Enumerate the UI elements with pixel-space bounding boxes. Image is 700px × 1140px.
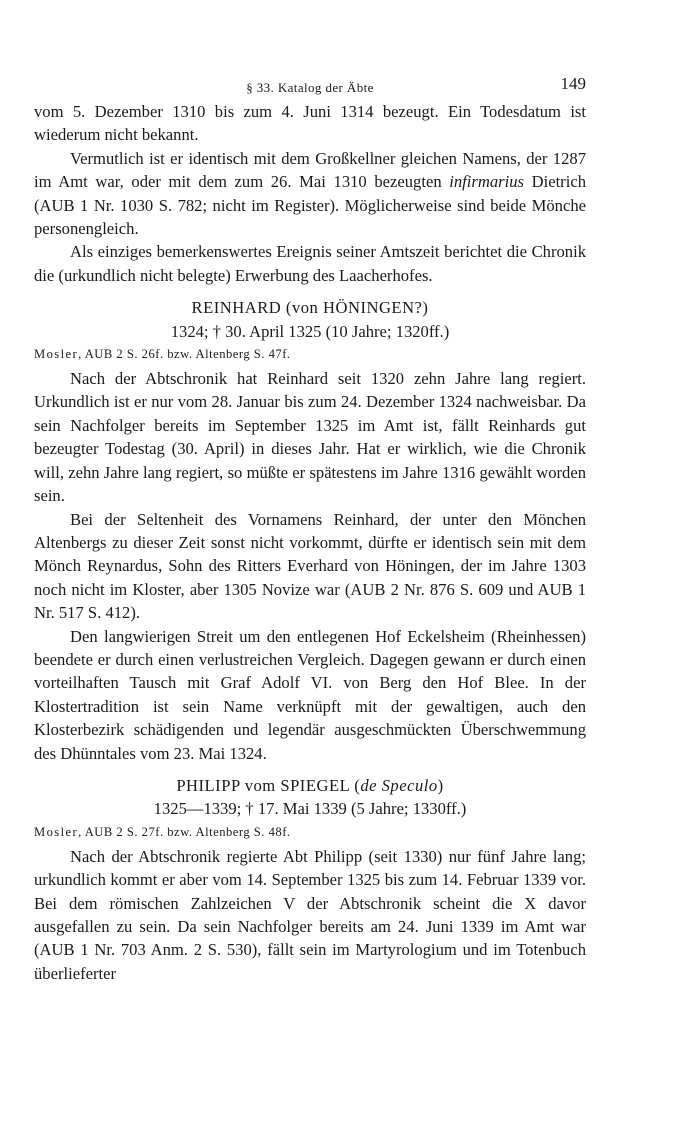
page-number: 149 <box>560 74 586 93</box>
body-paragraph: vom 5. Dezember 1310 bis zum 4. Juni 1314 bezeugt. Ein Todesdatum ist wiederum nicht bekannt. <box>34 102 586 145</box>
running-head <box>34 72 586 96</box>
abbot-dates: 1325—1339; † 17. Mai 1339 (5 Jahre; 1330ff.) <box>153 799 467 819</box>
abbot-name: PHILIPP vom SPIEGEL (de Speculo) <box>176 775 444 795</box>
body-paragraph: Vermutlich ist er identisch mit dem Großkellner gleichen Namens, der 1287 im Amt war, oder mit dem zum 26. Mai 1310 bezeugten infirmarius Dietrich (AUB 1 Nr. 1030 S. 782; nicht im Register). Möglicherweise sind beide Mönche personengleich. <box>34 148 586 239</box>
body-paragraph: Als einziges bemerkenswertes Ereignis seiner Amtszeit berichtet die Chronik die (urkundlich nicht belegte) Erwerbung des Laacherhofes. <box>34 242 586 285</box>
latin-name: de Speculo <box>360 775 438 795</box>
abbot-dates: 1324; † 30. April 1325 (10 Jahre; 1320ff.) <box>170 321 450 341</box>
sources-author: Mosler <box>34 824 79 839</box>
abbot-heading-reinhard <box>34 296 586 343</box>
body-paragraph: Nach der Abtschronik hat Reinhard seit 1320 zehn Jahre lang regiert. Urkundlich ist er nur vom 28. Januar bis zum 24. Dezember 1324 nachweisbar. Da sein Nachfolger bereits im September 1325 im Amt ist, fällt Reinhards gut bezeugter Todestag (30. April) in dieses Jahr. Hat er wirklich, wie die Chronik will, zehn Jahre lang regiert, so müßte er spätestens im Jahre 1316 gewählt worden sein. <box>34 369 586 506</box>
body-paragraph: Bei der Seltenheit des Vornamens Reinhard, der unter den Mönchen Altenbergs zu dieser Zeit sonst nicht vorkommt, dürfte er identisch sein mit dem Mönch Reynardus, Sohn des Ritters Everhard von Höningen, der im Jahre 1303 noch nicht im Kloster, aber 1305 Novize war (AUB 2 Nr. 876 S. 609 und AUB 1 Nr. 517 S. 412). <box>34 509 586 623</box>
running-head-title: § 33. Katalog der Äbte <box>246 80 374 95</box>
latin-term: infirmarius <box>449 172 524 192</box>
abbot-name: REINHARD (von HÖNINGEN?) <box>191 298 429 318</box>
body-paragraph: Nach der Abtschronik regierte Abt Philipp (seit 1330) nur fünf Jahre lang; urkundlich kommt er aber vom 14. September 1325 bis zum 14. Februar 1339 vor. Bei dem römischen Zahlzeichen V der Abtschronik scheint die X davor ausgefallen zu sein. Da sein Nachfolger bereits am 24. Juni 1339 im Amt war (AUB 1 Nr. 703 Anm. 2 S. 530), fällt sein im Martyrologium und im Totenbuch überlieferter <box>34 846 586 983</box>
abbot-heading-philipp <box>34 774 586 821</box>
sources-line: Mosler, AUB 2 S. 27f. bzw. Altenberg S. 48f. <box>34 824 291 839</box>
body-paragraph: Den langwierigen Streit um den entlegenen Hof Eckelsheim (Rheinhessen) beendete er durch einen verlustreichen Vergleich. Dagegen gewann er durch einen vorteilhaften Tausch mit Graf Adolf VI. von Berg den Hof Blee. In der Klostertradition ist sein Name verknüpft mit der gewaltigen, auch den Klosterbezirk schädigenden und legendär ausgeschmückten Überschwemmung des Dhünntales vom 23. Mai 1324. <box>34 626 586 763</box>
sources-line: Mosler, AUB 2 S. 26f. bzw. Altenberg S. 47f. <box>34 347 291 362</box>
document-page <box>34 72 586 985</box>
sources-author: Mosler <box>34 347 79 362</box>
